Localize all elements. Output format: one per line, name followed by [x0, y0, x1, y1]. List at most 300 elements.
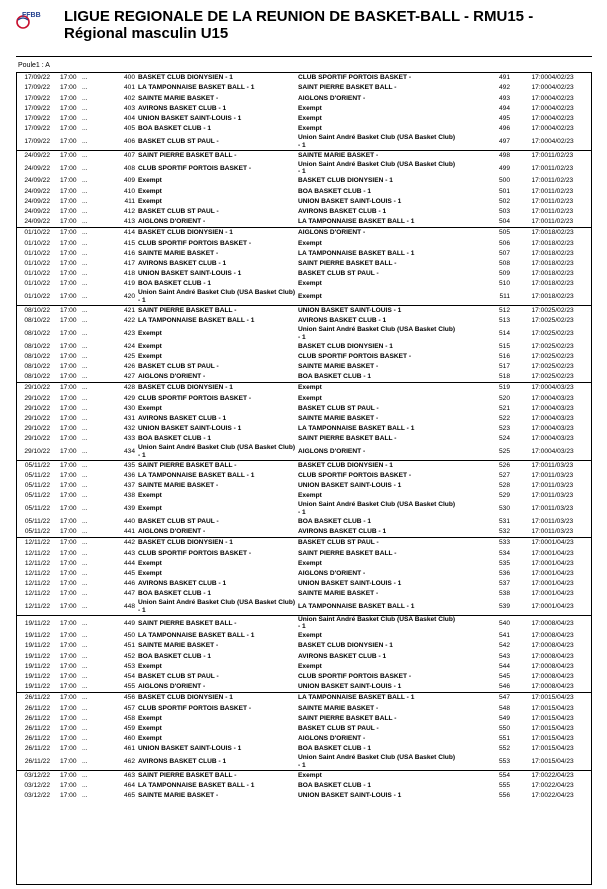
match-hour: 17:00	[60, 549, 77, 557]
match-number: 416	[123, 249, 135, 257]
match-date: 26/11/22	[24, 724, 50, 732]
match-number: 401	[123, 84, 135, 92]
home-team: Exempt	[138, 177, 162, 185]
away-team: BASKET CLUB DIONYSIEN - 1	[298, 342, 393, 350]
venue-placeholder: ...	[82, 505, 88, 513]
home-team: AIGLONS D'ORIENT -	[138, 373, 206, 381]
match-row	[16, 414, 592, 424]
match-date: 05/11/22	[24, 505, 50, 513]
return-match-date: 11/02/23	[548, 218, 574, 226]
return-match-hour: 17:00	[531, 683, 548, 691]
match-hour: 17:00	[60, 207, 77, 215]
return-match-hour: 17:00	[531, 394, 548, 402]
return-match-date: 18/02/23	[548, 259, 574, 267]
away-team: BOA BASKET CLUB - 1	[298, 745, 372, 753]
match-number: 414	[116, 228, 138, 239]
match-row	[16, 217, 592, 228]
home-team: SAINT PIERRE BASKET BALL -	[138, 460, 298, 471]
away-team: LA TAMPONNAISE BASKET BALL - 1	[298, 693, 456, 704]
venue-placeholder: ...	[82, 394, 88, 402]
return-match-number: 541	[498, 632, 510, 640]
away-team: AIGLONS D'ORIENT -	[298, 448, 366, 456]
venue-placeholder: ...	[82, 704, 88, 712]
home-team: UNION BASKET SAINT-LOUIS - 1	[138, 270, 242, 278]
return-match-hour: 17:00	[531, 549, 548, 557]
match-hour: 17:00	[56, 383, 82, 394]
return-match-number: 524	[498, 435, 510, 443]
match-number: 465	[123, 792, 135, 800]
return-match-date: 18/02/23	[548, 280, 574, 288]
logo-text: FFBB	[22, 12, 41, 19]
match-date: 26/11/22	[24, 714, 50, 722]
home-team: Exempt	[138, 569, 162, 577]
return-match-number: 550	[498, 724, 510, 732]
return-match-date: 04/03/23	[548, 414, 574, 422]
venue-placeholder: ...	[82, 404, 88, 412]
venue-placeholder: ...	[82, 538, 116, 549]
away-team: Exempt	[298, 104, 322, 112]
match-row	[16, 341, 592, 351]
venue-placeholder: ...	[82, 745, 88, 753]
match-number: 449	[116, 615, 138, 631]
match-row	[16, 403, 592, 413]
return-match-number: 515	[498, 342, 510, 350]
venue-placeholder: ...	[82, 305, 116, 316]
return-match-hour: 17:00	[531, 505, 548, 513]
match-date: 05/11/22	[24, 482, 50, 490]
page-title: LIGUE REGIONALE DE LA REUNION DE BASKET-BALL - RMU15 - Régional masculin U15	[64, 8, 534, 42]
match-hour: 17:00	[60, 472, 77, 480]
match-date: 03/12/22	[24, 792, 50, 800]
away-team: SAINT PIERRE BASKET BALL -	[298, 84, 397, 92]
return-match-hour: 17:00	[531, 569, 548, 577]
match-number: 441	[123, 528, 135, 536]
match-number: 444	[123, 559, 135, 567]
return-match-hour: 17:00	[531, 662, 548, 670]
away-team: AIGLONS D'ORIENT -	[298, 735, 366, 743]
venue-placeholder: ...	[82, 528, 88, 536]
match-number: 456	[116, 693, 138, 704]
return-match-date: 15/04/23	[548, 745, 574, 753]
return-match-date: 01/04/23	[548, 538, 592, 549]
match-date: 29/10/22	[16, 383, 56, 394]
return-match-hour: 17:00	[531, 559, 548, 567]
return-match-date: 04/03/23	[548, 394, 574, 402]
match-date: 03/12/22	[24, 782, 50, 790]
match-number: 412	[123, 207, 135, 215]
home-team: SAINTE MARIE BASKET -	[138, 642, 219, 650]
return-match-number: 492	[498, 84, 510, 92]
match-row	[16, 460, 592, 471]
return-match-number: 545	[498, 673, 510, 681]
return-match-hour: 17:00	[531, 580, 548, 588]
match-number: 431	[123, 414, 135, 422]
return-match-hour: 17:00	[531, 138, 548, 146]
match-hour: 17:00	[56, 460, 82, 471]
home-team: BOA BASKET CLUB - 1	[138, 280, 212, 288]
match-hour: 17:00	[60, 329, 77, 337]
match-hour: 17:00	[60, 745, 77, 753]
match-date: 24/09/22	[24, 187, 50, 195]
match-number: 439	[123, 505, 135, 513]
return-match-hour: 17:00	[520, 383, 548, 394]
return-match-number: 523	[498, 425, 510, 433]
away-team: Exempt	[298, 239, 322, 247]
match-hour: 17:00	[60, 569, 77, 577]
venue-placeholder: ...	[82, 249, 88, 257]
match-row	[16, 326, 592, 341]
match-hour: 17:00	[60, 125, 77, 133]
match-date: 12/11/22	[24, 549, 50, 557]
match-hour: 17:00	[60, 724, 77, 732]
match-number: 429	[123, 394, 135, 402]
return-match-hour: 17:00	[520, 150, 548, 161]
return-match-hour: 17:00	[531, 207, 548, 215]
return-match-hour: 17:00	[531, 603, 548, 611]
match-date: 12/11/22	[24, 569, 50, 577]
home-team: Exempt	[138, 187, 162, 195]
venue-placeholder: ...	[82, 270, 88, 278]
return-match-date: 01/04/23	[548, 590, 574, 598]
match-row	[16, 362, 592, 372]
match-date: 12/11/22	[24, 603, 50, 611]
match-row	[16, 316, 592, 326]
home-team: BASKET CLUB ST PAUL -	[138, 518, 219, 526]
return-match-number: 530	[498, 505, 510, 513]
match-row	[16, 791, 592, 801]
return-match-date: 01/04/23	[548, 569, 574, 577]
return-match-number: 505	[456, 228, 520, 239]
return-match-number: 554	[456, 770, 520, 781]
return-match-date: 18/02/23	[548, 293, 574, 301]
away-team: AVIRONS BASKET CLUB - 1	[298, 317, 387, 325]
return-match-number: 548	[498, 704, 510, 712]
venue-placeholder: ...	[82, 518, 88, 526]
away-team: BASKET CLUB ST PAUL -	[298, 724, 379, 732]
return-match-number: 519	[456, 383, 520, 394]
return-match-date: 25/02/23	[548, 362, 574, 370]
venue-placeholder: ...	[82, 603, 88, 611]
venue-placeholder: ...	[82, 352, 88, 360]
home-team: Exempt	[138, 505, 162, 513]
away-team: BOA BASKET CLUB - 1	[298, 782, 372, 790]
match-hour: 17:00	[60, 714, 77, 722]
return-match-number: 502	[498, 197, 510, 205]
match-number: 455	[123, 683, 135, 691]
return-match-number: 551	[498, 735, 510, 743]
return-match-hour: 17:00	[531, 239, 548, 247]
match-row	[16, 186, 592, 196]
return-match-date: 11/03/23	[548, 528, 574, 536]
match-date: 29/10/22	[24, 414, 50, 422]
match-row	[16, 104, 592, 114]
return-match-number: 499	[498, 164, 510, 172]
match-date: 19/11/22	[24, 652, 50, 660]
venue-placeholder: ...	[82, 472, 88, 480]
venue-placeholder: ...	[82, 448, 88, 456]
match-row	[16, 481, 592, 491]
match-number: 463	[116, 770, 138, 781]
return-match-hour: 17:00	[531, 448, 548, 456]
match-row	[16, 527, 592, 538]
return-match-hour: 17:00	[531, 125, 548, 133]
match-number: 423	[123, 329, 135, 337]
match-number: 452	[123, 652, 135, 660]
home-team: Exempt	[138, 352, 162, 360]
home-team: AVIRONS BASKET CLUB - 1	[138, 104, 227, 112]
home-team: SAINTE MARIE BASKET -	[138, 249, 219, 257]
match-row	[16, 114, 592, 124]
venue-placeholder: ...	[82, 218, 88, 226]
match-row	[16, 259, 592, 269]
match-date: 01/10/22	[24, 239, 50, 247]
match-row	[16, 393, 592, 403]
home-team: LA TAMPONNAISE BASKET BALL - 1	[138, 472, 255, 480]
match-hour: 17:00	[60, 373, 77, 381]
match-date: 08/10/22	[24, 329, 50, 337]
match-date: 19/11/22	[24, 642, 50, 650]
away-team: BASKET CLUB DIONYSIEN - 1	[298, 642, 393, 650]
away-team: Exempt	[298, 125, 322, 133]
return-match-date: 11/02/23	[548, 164, 574, 172]
home-team: Exempt	[138, 342, 162, 350]
match-number: 407	[116, 150, 138, 161]
match-date: 12/11/22	[16, 538, 56, 549]
return-match-number: 522	[498, 414, 510, 422]
match-number: 417	[123, 259, 135, 267]
match-row	[16, 161, 592, 176]
match-date: 05/11/22	[16, 460, 56, 471]
return-match-hour: 17:00	[531, 177, 548, 185]
home-team: BASKET CLUB DIONYSIEN - 1	[138, 73, 298, 84]
match-number: 437	[123, 482, 135, 490]
match-date: 26/11/22	[24, 758, 50, 766]
match-hour: 17:00	[60, 187, 77, 195]
return-match-number: 543	[498, 652, 510, 660]
home-team: Exempt	[138, 724, 162, 732]
return-match-number: 514	[498, 329, 510, 337]
match-number: 440	[123, 518, 135, 526]
home-team: SAINTE MARIE BASKET -	[138, 482, 219, 490]
venue-placeholder: ...	[82, 94, 88, 102]
home-team: Exempt	[138, 404, 162, 412]
return-match-date: 01/04/23	[548, 549, 574, 557]
return-match-hour: 17:00	[531, 472, 548, 480]
return-match-number: 508	[498, 259, 510, 267]
return-match-date: 11/03/23	[548, 482, 574, 490]
match-hour: 17:00	[60, 735, 77, 743]
match-row	[16, 615, 592, 631]
return-match-hour: 17:00	[531, 329, 548, 337]
match-row	[16, 538, 592, 549]
away-team: AIGLONS D'ORIENT -	[298, 228, 456, 239]
return-match-hour: 17:00	[531, 528, 548, 536]
away-team: SAINT PIERRE BASKET BALL -	[298, 259, 397, 267]
return-match-hour: 17:00	[531, 518, 548, 526]
return-match-date: 04/03/23	[548, 448, 574, 456]
venue-placeholder: ...	[82, 125, 88, 133]
match-number: 447	[123, 590, 135, 598]
match-number: 459	[123, 724, 135, 732]
return-match-hour: 17:00	[531, 704, 548, 712]
away-team: Union Saint André Basket Club (USA Basket Club) - 1	[298, 615, 456, 631]
match-date: 19/11/22	[16, 615, 56, 631]
match-date: 24/09/22	[24, 207, 50, 215]
return-match-hour: 17:00	[531, 115, 548, 123]
home-team: Exempt	[138, 492, 162, 500]
match-date: 01/10/22	[24, 249, 50, 257]
match-number: 419	[123, 280, 135, 288]
venue-placeholder: ...	[82, 435, 88, 443]
return-match-date: 11/02/23	[548, 207, 574, 215]
venue-placeholder: ...	[82, 580, 88, 588]
return-match-number: 507	[498, 249, 510, 257]
away-team: Exempt	[298, 394, 322, 402]
return-match-hour: 17:00	[531, 164, 548, 172]
away-team: AVIRONS BASKET CLUB - 1	[298, 207, 387, 215]
home-team: BOA BASKET CLUB - 1	[138, 652, 212, 660]
match-date: 24/09/22	[16, 150, 56, 161]
match-date: 26/11/22	[24, 745, 50, 753]
return-match-number: 503	[498, 207, 510, 215]
match-date: 08/10/22	[16, 305, 56, 316]
return-match-hour: 17:00	[531, 435, 548, 443]
return-match-number: 506	[498, 239, 510, 247]
away-team: LA TAMPONNAISE BASKET BALL - 1	[298, 249, 415, 257]
match-date: 12/11/22	[24, 559, 50, 567]
match-date: 08/10/22	[24, 342, 50, 350]
return-match-number: 531	[498, 518, 510, 526]
match-row	[16, 228, 592, 239]
match-hour: 17:00	[56, 305, 82, 316]
home-team: LA TAMPONNAISE BASKET BALL - 1	[138, 782, 255, 790]
return-match-number: 520	[498, 394, 510, 402]
home-team: CLUB SPORTIF PORTOIS BASKET -	[138, 164, 252, 172]
away-team: SAINTE MARIE BASKET -	[298, 590, 379, 598]
match-hour: 17:00	[60, 414, 77, 422]
match-date: 17/09/22	[24, 125, 50, 133]
match-hour: 17:00	[60, 293, 77, 301]
match-date: 17/09/22	[24, 94, 50, 102]
match-number: 413	[123, 218, 135, 226]
match-row	[16, 238, 592, 248]
match-date: 17/09/22	[24, 84, 50, 92]
match-date: 05/11/22	[24, 518, 50, 526]
home-team: BASKET CLUB ST PAUL -	[138, 138, 219, 146]
return-match-number: 518	[498, 373, 510, 381]
match-number: 450	[123, 632, 135, 640]
venue-placeholder: ...	[82, 197, 88, 205]
return-match-date: 15/04/23	[548, 714, 574, 722]
return-match-number: 556	[498, 792, 510, 800]
return-match-number: 528	[498, 482, 510, 490]
match-hour: 17:00	[60, 559, 77, 567]
match-row	[16, 693, 592, 704]
return-match-hour: 17:00	[531, 293, 548, 301]
match-hour: 17:00	[60, 683, 77, 691]
match-number: 418	[123, 270, 135, 278]
home-team: Exempt	[138, 735, 162, 743]
home-team: LA TAMPONNAISE BASKET BALL - 1	[138, 632, 255, 640]
return-match-hour: 17:00	[531, 373, 548, 381]
return-match-hour: 17:00	[531, 249, 548, 257]
venue-placeholder: ...	[82, 460, 116, 471]
away-team: Exempt	[298, 115, 322, 123]
return-match-hour: 17:00	[531, 218, 548, 226]
return-match-date: 08/04/23	[548, 673, 574, 681]
return-match-date: 15/04/23	[548, 758, 574, 766]
home-team: AVIRONS BASKET CLUB - 1	[138, 414, 227, 422]
match-number: 442	[116, 538, 138, 549]
home-team: UNION BASKET SAINT-LOUIS - 1	[138, 745, 242, 753]
match-date: 08/10/22	[24, 317, 50, 325]
match-number: 425	[123, 352, 135, 360]
return-match-date: 08/04/23	[548, 615, 592, 631]
match-row	[16, 569, 592, 579]
return-match-number: 538	[498, 590, 510, 598]
away-team: CLUB SPORTIF PORTOIS BASKET -	[298, 472, 412, 480]
pool-label: Poule1 : A	[18, 62, 50, 69]
header-divider	[16, 56, 592, 57]
match-hour: 17:00	[60, 84, 77, 92]
venue-placeholder: ...	[82, 683, 88, 691]
away-team: AIGLONS D'ORIENT -	[298, 94, 366, 102]
return-match-hour: 17:00	[531, 758, 548, 766]
venue-placeholder: ...	[82, 84, 88, 92]
return-match-hour: 17:00	[531, 782, 548, 790]
venue-placeholder: ...	[82, 652, 88, 660]
home-team: SAINTE MARIE BASKET -	[138, 792, 219, 800]
match-number: 424	[123, 342, 135, 350]
venue-placeholder: ...	[82, 342, 88, 350]
return-match-date: 25/02/23	[548, 373, 574, 381]
home-team: CLUB SPORTIF PORTOIS BASKET -	[138, 704, 252, 712]
match-date: 24/09/22	[24, 197, 50, 205]
away-team: UNION BASKET SAINT-LOUIS - 1	[298, 792, 402, 800]
match-hour: 17:00	[60, 518, 77, 526]
away-team: SAINTE MARIE BASKET -	[298, 150, 456, 161]
match-hour: 17:00	[60, 673, 77, 681]
return-match-number: 525	[498, 448, 510, 456]
match-number: 415	[123, 239, 135, 247]
return-match-date: 18/02/23	[548, 239, 574, 247]
away-team: Union Saint André Basket Club (USA Basket Club) - 1	[298, 160, 456, 176]
return-match-date: 11/03/23	[548, 492, 574, 500]
venue-placeholder: ...	[82, 228, 116, 239]
away-team: Union Saint André Basket Club (USA Basket Club) - 1	[298, 326, 456, 341]
match-date: 29/10/22	[24, 425, 50, 433]
match-row	[16, 599, 592, 615]
match-hour: 17:00	[56, 693, 82, 704]
match-hour: 17:00	[60, 505, 77, 513]
home-team: Union Saint André Basket Club (USA Basket Club) - 1	[138, 444, 296, 459]
return-match-number: 513	[498, 317, 510, 325]
match-date: 17/09/22	[24, 138, 50, 146]
venue-placeholder: ...	[82, 559, 88, 567]
match-row	[16, 73, 592, 84]
match-row	[16, 589, 592, 599]
match-date: 01/10/22	[24, 280, 50, 288]
return-match-hour: 17:00	[531, 197, 548, 205]
away-team: AVIRONS BASKET CLUB - 1	[298, 528, 387, 536]
return-match-hour: 17:00	[531, 492, 548, 500]
match-hour: 17:00	[60, 280, 77, 288]
home-team: SAINT PIERRE BASKET BALL -	[138, 615, 298, 631]
match-date: 19/11/22	[24, 632, 50, 640]
away-team: SAINT PIERRE BASKET BALL -	[298, 714, 397, 722]
away-team: AVIRONS BASKET CLUB - 1	[298, 652, 387, 660]
away-team: UNION BASKET SAINT-LOUIS - 1	[298, 305, 456, 316]
